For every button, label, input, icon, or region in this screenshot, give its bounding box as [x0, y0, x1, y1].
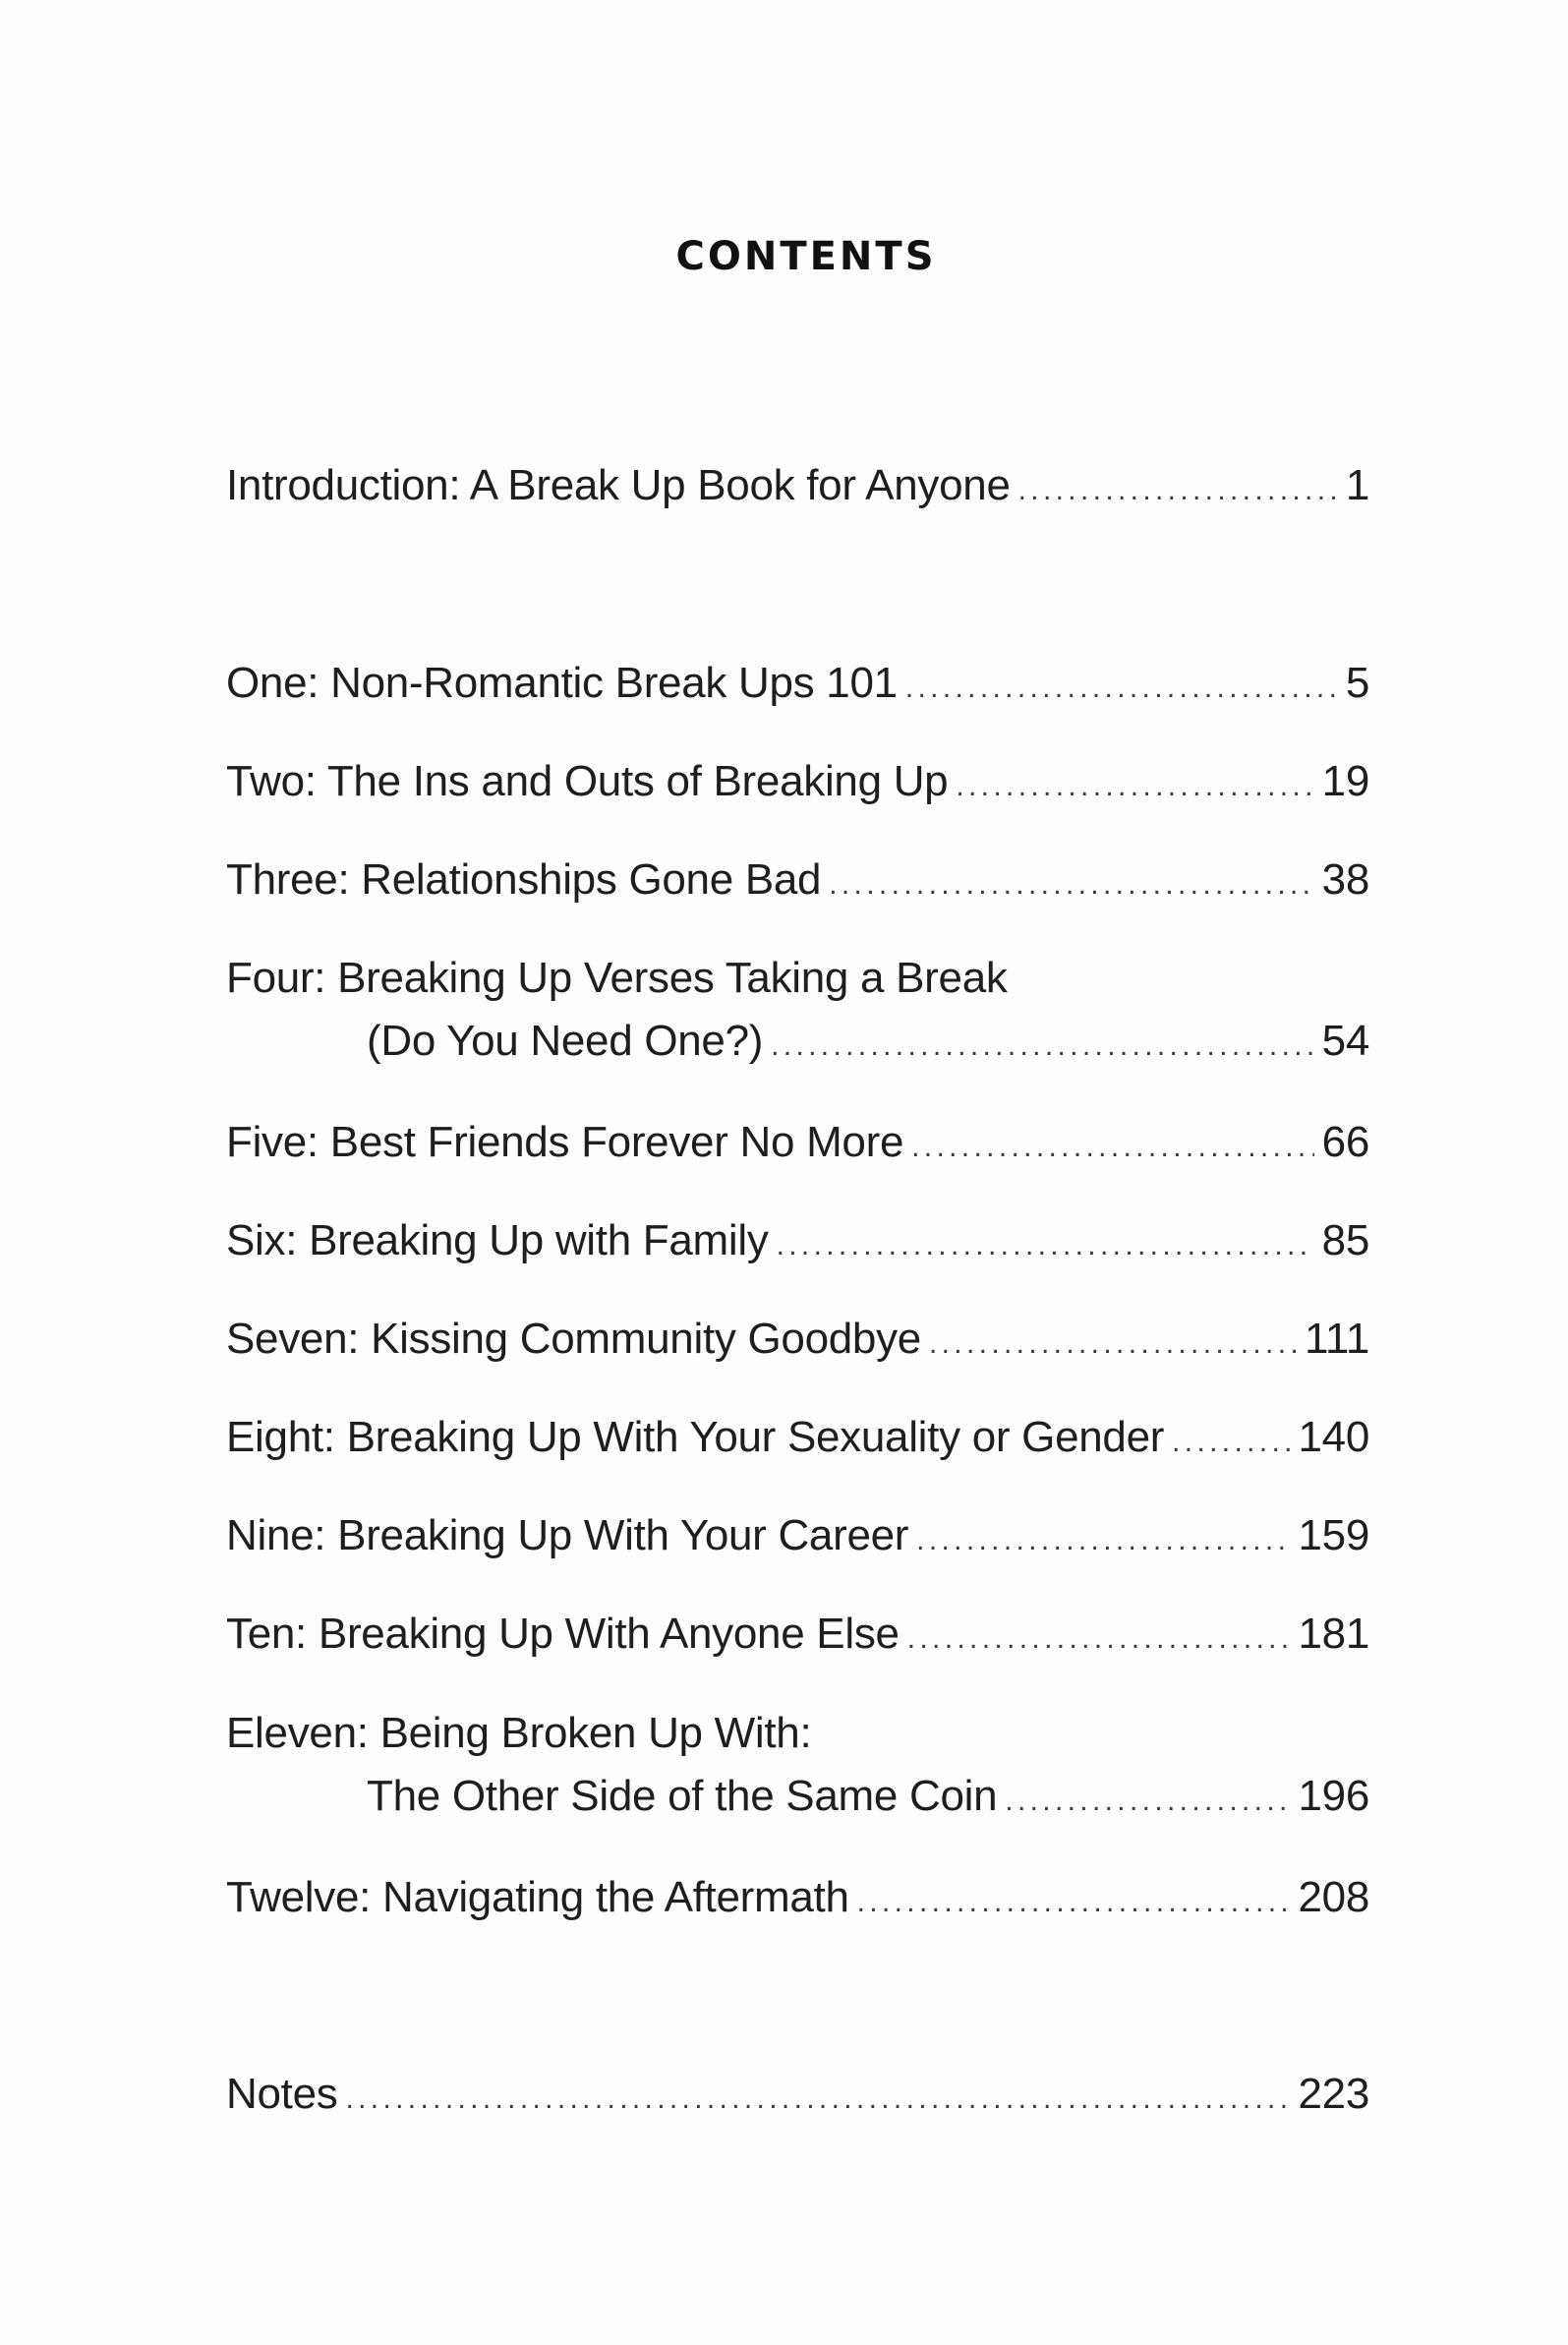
- dot-leader: [956, 755, 1313, 818]
- toc-entry-notes: [226, 2063, 1369, 2126]
- toc-entry-subtitle: (Do You Need One?): [367, 1017, 764, 1065]
- toc-entry-chapter-seven: [226, 1308, 1369, 1371]
- toc-entry-chapter-one: [226, 652, 1369, 715]
- toc-entry-chapter-five: [226, 1111, 1369, 1174]
- toc-entry-title: Ten: Breaking Up With Anyone Else: [226, 1610, 900, 1658]
- toc-page-number: 223: [1298, 2070, 1369, 2118]
- toc-entry-title: Twelve: Navigating the Aftermath: [226, 1873, 849, 1921]
- dot-leader: [857, 1871, 1291, 1934]
- toc-page-number: 111: [1305, 1315, 1369, 1363]
- toc-entry-chapter-six: [226, 1209, 1369, 1272]
- toc-page-number: 140: [1298, 1413, 1369, 1461]
- toc-entry-chapter-two: [226, 750, 1369, 813]
- toc-entry-title: One: Non-Romantic Break Ups 101: [226, 659, 898, 707]
- toc-entry-title: Eight: Breaking Up With Your Sexuality or Gender: [226, 1413, 1165, 1461]
- toc-entry-chapter-twelve: [226, 1866, 1369, 1929]
- toc-entry-chapter-four: [226, 947, 1369, 1073]
- dot-leader: [911, 1116, 1314, 1179]
- toc-entry-title: Five: Best Friends Forever No More: [226, 1118, 904, 1166]
- dot-leader: [771, 1015, 1314, 1078]
- toc-page-number: 196: [1298, 1772, 1369, 1820]
- toc-page-number: 208: [1298, 1873, 1369, 1921]
- dot-leader: [1172, 1411, 1290, 1474]
- toc-entry-title: Seven: Kissing Community Goodbye: [226, 1315, 921, 1363]
- dot-leader: [905, 657, 1338, 720]
- toc-page-number: 181: [1298, 1610, 1369, 1658]
- toc-page-number: 5: [1345, 659, 1369, 707]
- dot-leader: [829, 853, 1313, 916]
- toc-page-number: 54: [1321, 1017, 1369, 1065]
- toc-page-number: 1: [1345, 461, 1369, 509]
- toc-entry-title: Six: Breaking Up with Family: [226, 1216, 769, 1264]
- dot-leader: [1018, 459, 1338, 522]
- toc-page-number: 19: [1321, 757, 1369, 805]
- toc-entry-title: Eleven: Being Broken Up With:: [226, 1709, 812, 1757]
- toc-entry-title: Four: Breaking Up Verses Taking a Break: [226, 954, 1008, 1002]
- toc-entry-title: Nine: Breaking Up With Your Career: [226, 1511, 909, 1559]
- toc-entry-title: Two: The Ins and Outs of Breaking Up: [226, 757, 949, 805]
- toc-entry-title: Notes: [226, 2070, 338, 2118]
- dot-leader: [345, 2068, 1290, 2131]
- toc-entry-title: Introduction: A Break Up Book for Anyone: [226, 461, 1011, 509]
- dot-leader: [1005, 1770, 1290, 1833]
- toc-entry-title: Three: Relationships Gone Bad: [226, 855, 822, 904]
- toc-entry-chapter-three: [226, 849, 1369, 911]
- toc-entry-chapter-eleven: [226, 1702, 1369, 1828]
- toc-page-number: 66: [1321, 1118, 1369, 1166]
- dot-leader: [929, 1313, 1297, 1376]
- toc-entry-introduction: [226, 454, 1369, 517]
- dot-leader: [916, 1509, 1290, 1572]
- dot-leader: [907, 1608, 1291, 1671]
- toc-page-number: 85: [1321, 1216, 1369, 1264]
- toc-entry-subtitle: The Other Side of the Same Coin: [367, 1772, 998, 1820]
- dot-leader: [777, 1214, 1314, 1277]
- contents-heading: CONTENTS: [675, 234, 937, 279]
- toc-entry-chapter-nine: [226, 1504, 1369, 1567]
- toc-entry-chapter-ten: [226, 1603, 1369, 1666]
- toc-entry-chapter-eight: [226, 1406, 1369, 1469]
- toc-page-number: 38: [1321, 855, 1369, 904]
- toc-page-number: 159: [1298, 1511, 1369, 1559]
